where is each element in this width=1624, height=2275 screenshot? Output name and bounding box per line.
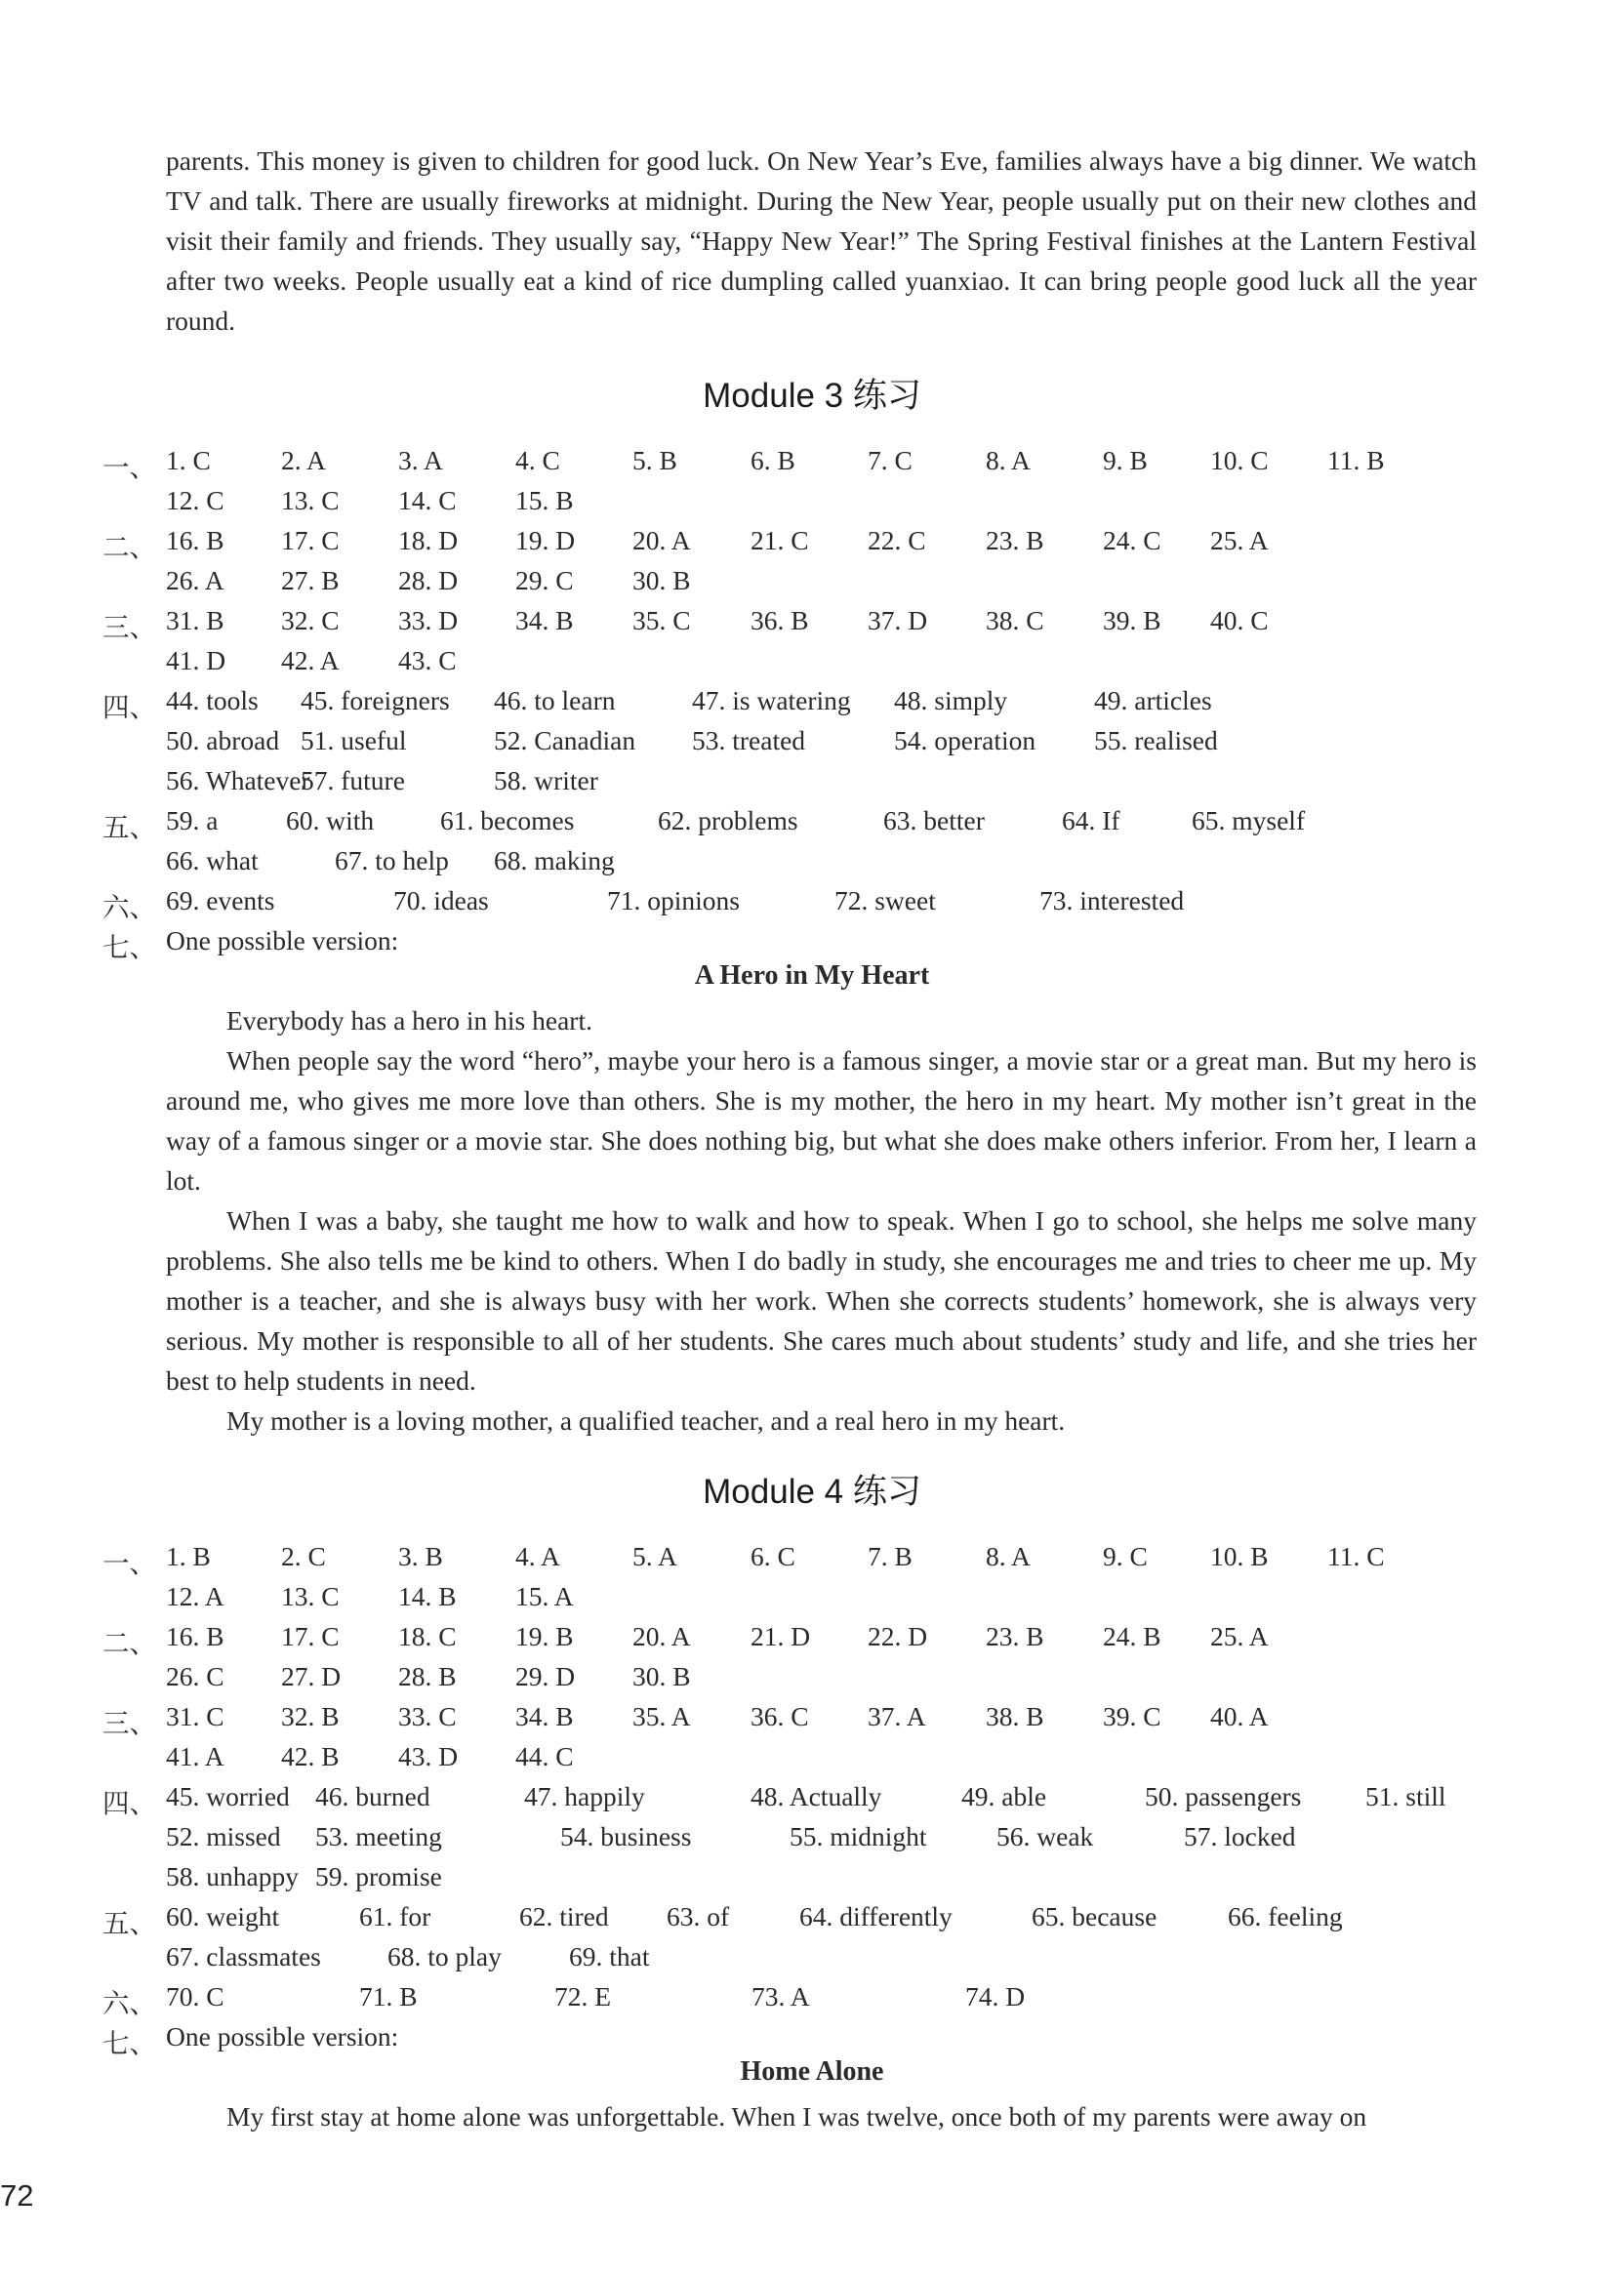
page-number: 72 [0, 2178, 34, 2213]
answer-item: 8. A [986, 445, 1031, 475]
answer-item: 48. simply [894, 685, 1008, 715]
answer-item: 73. A [751, 1981, 810, 2011]
answer-item: 41. D [166, 645, 226, 675]
answer-item: 54. operation [894, 725, 1036, 755]
answer-item: 4. C [515, 445, 560, 475]
answer-item: 26. A [166, 565, 224, 595]
answer-item: 51. useful [301, 725, 407, 755]
answer-item: 49. able [961, 1781, 1047, 1811]
answer-item: 68. making [494, 845, 615, 875]
answer-item: 30. B [632, 1661, 691, 1691]
answer-item: 46. to learn [494, 685, 616, 715]
answer-item: 53. treated [692, 725, 806, 755]
answer-item: 9. C [1103, 1541, 1148, 1571]
section-number: 一、 [102, 1548, 156, 1578]
answer-item: 64. If [1062, 805, 1120, 835]
answer-item: 47. happily [524, 1781, 645, 1811]
section-number: 三、 [102, 1708, 156, 1738]
answer-item: 5. B [632, 445, 677, 475]
answer-item: 10. C [1210, 445, 1269, 475]
answer-item: 17. C [281, 1621, 340, 1651]
answer-item: 47. is watering [692, 685, 851, 715]
answer-item: 14. C [398, 485, 457, 515]
answer-item: 34. B [515, 605, 574, 635]
section-number: 四、 [102, 692, 156, 722]
section-number: 五、 [102, 812, 156, 842]
answer-item: 13. C [281, 485, 340, 515]
answer-item: 16. B [166, 525, 224, 555]
answer-item: 24. C [1103, 525, 1161, 555]
answer-item: 56. Whatever [166, 765, 310, 795]
answer-item: 37. D [868, 605, 928, 635]
answer-item: 22. D [868, 1621, 928, 1651]
answer-item: 55. realised [1094, 725, 1218, 755]
answer-item: 37. A [868, 1701, 926, 1731]
answer-item: 43. C [398, 645, 457, 675]
answer-item: 18. D [398, 525, 459, 555]
answer-item: 62. problems [658, 805, 798, 835]
answer-item: 63. of [667, 1901, 730, 1931]
answer-item: 11. B [1327, 445, 1385, 475]
answer-item: 46. burned [315, 1781, 430, 1811]
module3-essay-p1: Everybody has a hero in his heart. [226, 1005, 592, 1036]
answer-item: 68. to play [387, 1941, 502, 1971]
answer-item: 69. that [569, 1941, 650, 1971]
answer-item: 2. C [281, 1541, 326, 1571]
answer-item: 57. locked [1184, 1821, 1296, 1851]
answer-item: 43. D [398, 1741, 459, 1771]
answer-item: 29. C [515, 565, 574, 595]
answer-item: 61. for [359, 1901, 431, 1931]
answer-item: 59. promise [315, 1861, 442, 1891]
answer-item: 71. opinions [607, 885, 740, 915]
answer-item: 33. D [398, 605, 459, 635]
answer-item: 13. C [281, 1581, 340, 1611]
answer-item: 23. B [986, 1621, 1044, 1651]
answer-item: 18. C [398, 1621, 457, 1651]
answer-item: 53. meeting [315, 1821, 442, 1851]
answer-item: 3. B [398, 1541, 443, 1571]
answer-item: 12. C [166, 485, 224, 515]
answer-item: 32. B [281, 1701, 340, 1731]
answer-item: 73. interested [1039, 885, 1185, 915]
answer-item: 24. B [1103, 1621, 1161, 1651]
answer-item: 6. C [751, 1541, 795, 1571]
answer-item: 40. A [1210, 1701, 1269, 1731]
answer-item: 28. B [398, 1661, 457, 1691]
section-number: 二、 [102, 532, 156, 562]
answer-item: 56. weak [996, 1821, 1094, 1851]
answer-item: 44. C [515, 1741, 574, 1771]
answer-item: 38. C [986, 605, 1044, 635]
answer-item: 69. events [166, 885, 275, 915]
answer-item: 45. worried [166, 1781, 290, 1811]
module3-essay-p2: When people say the word “hero”, maybe your hero is a famous singer, a movie star or a great man. But my hero is around me, who gives me more love than others. She is my mother, the hero in my heart. My mother isn’t great in the way of a famous singer or a movie star. She does nothing big, but what she does make others inferior. From her, I learn a lot. [166, 1045, 1477, 1196]
answer-item: 48. Actually [751, 1781, 882, 1811]
answer-item: 55. midnight [790, 1821, 927, 1851]
answer-item: 65. because [1032, 1901, 1157, 1931]
section-number: 二、 [102, 1628, 156, 1658]
module4-essay-title: Home Alone [740, 2056, 884, 2087]
answer-item: 72. sweet [834, 885, 936, 915]
answer-item: 50. passengers [1145, 1781, 1302, 1811]
section-number: 一、 [102, 452, 156, 482]
answer-item: 51. still [1365, 1781, 1446, 1811]
answer-item: 63. better [883, 805, 985, 835]
answer-item: 62. tired [519, 1901, 609, 1931]
answer-item: 27. B [281, 565, 340, 595]
answer-item: 3. A [398, 445, 443, 475]
answer-item: One possible version: [166, 925, 399, 955]
answer-item: 19. D [515, 525, 576, 555]
answer-item: 39. B [1103, 605, 1161, 635]
answer-item: 15. B [515, 485, 574, 515]
answer-item: 27. D [281, 1661, 342, 1691]
answer-item: 35. A [632, 1701, 691, 1731]
answer-item: 31. B [166, 605, 224, 635]
module4-essay-p1: My first stay at home alone was unforgettable. When I was twelve, once both of my parents were away on [226, 2101, 1367, 2132]
answer-item: 59. a [166, 805, 219, 835]
answer-item: 19. B [515, 1621, 574, 1651]
answer-item: 9. B [1103, 445, 1148, 475]
answer-item: One possible version: [166, 2021, 399, 2052]
answer-item: 34. B [515, 1701, 574, 1731]
answer-item: 67. classmates [166, 1941, 321, 1971]
answer-item: 23. B [986, 525, 1044, 555]
section-number: 四、 [102, 1788, 156, 1818]
answer-item: 65. myself [1192, 805, 1306, 835]
answer-item: 16. B [166, 1621, 224, 1651]
answer-item: 60. with [286, 805, 375, 835]
answer-item: 15. A [515, 1581, 574, 1611]
answer-item: 70. ideas [393, 885, 489, 915]
answer-item: 72. E [554, 1981, 612, 2011]
intro-paragraph: parents. This money is given to children for good luck. On New Year’s Eve, families always have a big dinner. We watch TV and talk. There are usually fireworks at midnight. During the New Year, people usually put on their new clothes and visit their family and friends. They usually say, “Happy New Year!” The Spring Festival finishes at the Lantern Festival after two weeks. People usually eat a kind of rice dumpling called yuanxiao. It can bring people good luck all the year round. [166, 145, 1477, 336]
answer-item: 61. becomes [440, 805, 575, 835]
answer-item: 45. foreigners [301, 685, 450, 715]
answer-item: 22. C [868, 525, 926, 555]
answer-item: 25. A [1210, 1621, 1269, 1651]
section-number: 六、 [102, 1988, 156, 2018]
answer-item: 20. A [632, 525, 691, 555]
answer-item: 60. weight [166, 1901, 280, 1931]
answer-item: 74. D [965, 1981, 1026, 2011]
answer-item: 52. Canadian [494, 725, 636, 755]
answer-item: 11. C [1327, 1541, 1385, 1571]
answer-item: 31. C [166, 1701, 224, 1731]
answer-item: 35. C [632, 605, 691, 635]
answer-item: 36. C [751, 1701, 809, 1731]
section-number: 三、 [102, 612, 156, 642]
answer-item: 66. what [166, 845, 259, 875]
answer-item: 39. C [1103, 1701, 1161, 1731]
answer-item: 12. A [166, 1581, 224, 1611]
answer-item: 14. B [398, 1581, 457, 1611]
answer-item: 36. B [751, 605, 809, 635]
answer-item: 33. C [398, 1701, 457, 1731]
module3-heading: Module 3 练习 [703, 377, 921, 415]
answer-item: 29. D [515, 1661, 576, 1691]
answer-item: 38. B [986, 1701, 1044, 1731]
answer-item: 50. abroad [166, 725, 280, 755]
answer-item: 54. business [560, 1821, 692, 1851]
answer-item: 30. B [632, 565, 691, 595]
answer-item: 17. C [281, 525, 340, 555]
answer-item: 25. A [1210, 525, 1269, 555]
answer-item: 4. A [515, 1541, 560, 1571]
answer-item: 67. to help [335, 845, 449, 875]
answer-item: 7. C [868, 445, 913, 475]
answer-item: 20. A [632, 1621, 691, 1651]
answer-item: 64. differently [799, 1901, 953, 1931]
answer-item: 5. A [632, 1541, 677, 1571]
module4-heading: Module 4 练习 [703, 1473, 921, 1511]
section-number: 七、 [102, 932, 156, 962]
answer-item: 70. C [166, 1981, 224, 2011]
module3-essay-title: A Hero in My Heart [694, 960, 930, 991]
answer-item: 52. missed [166, 1821, 281, 1851]
answer-item: 26. C [166, 1661, 224, 1691]
module3-essay-p3: When I was a baby, she taught me how to walk and how to speak. When I go to school, she helps me solve many problems. She also tells me be kind to others. When I do badly in study, she encourages me and tries to cheer me up. My mother is a teacher, and she is always busy with her work. When she corrects students’ homework, she is always very serious. My mother is responsible to all of her students. She cares much about students’ study and life, and she tries her best to help students in need. [166, 1205, 1477, 1396]
answer-item: 66. feeling [1228, 1901, 1343, 1931]
answer-item: 21. C [751, 525, 809, 555]
answer-item: 2. A [281, 445, 326, 475]
answer-item: 42. B [281, 1741, 340, 1771]
answer-item: 21. D [751, 1621, 811, 1651]
answer-item: 58. writer [494, 765, 598, 795]
answer-item: 42. A [281, 645, 340, 675]
answer-item: 40. C [1210, 605, 1269, 635]
section-number: 七、 [102, 2028, 156, 2058]
answer-item: 6. B [751, 445, 795, 475]
answer-item: 41. A [166, 1741, 224, 1771]
answer-item: 32. C [281, 605, 340, 635]
answer-item: 71. B [359, 1981, 418, 2011]
answer-item: 44. tools [166, 685, 259, 715]
answer-item: 7. B [868, 1541, 913, 1571]
section-number: 六、 [102, 892, 156, 922]
answer-item: 10. B [1210, 1541, 1269, 1571]
section-number: 五、 [102, 1908, 156, 1938]
answer-item: 8. A [986, 1541, 1031, 1571]
module3-essay-p4: My mother is a loving mother, a qualified teacher, and a real hero in my heart. [226, 1405, 1066, 1436]
answer-item: 1. B [166, 1541, 211, 1571]
answer-item: 28. D [398, 565, 459, 595]
answer-item: 57. future [301, 765, 405, 795]
answer-item: 58. unhappy [166, 1861, 299, 1891]
answer-item: 1. C [166, 445, 211, 475]
answer-item: 49. articles [1094, 685, 1212, 715]
